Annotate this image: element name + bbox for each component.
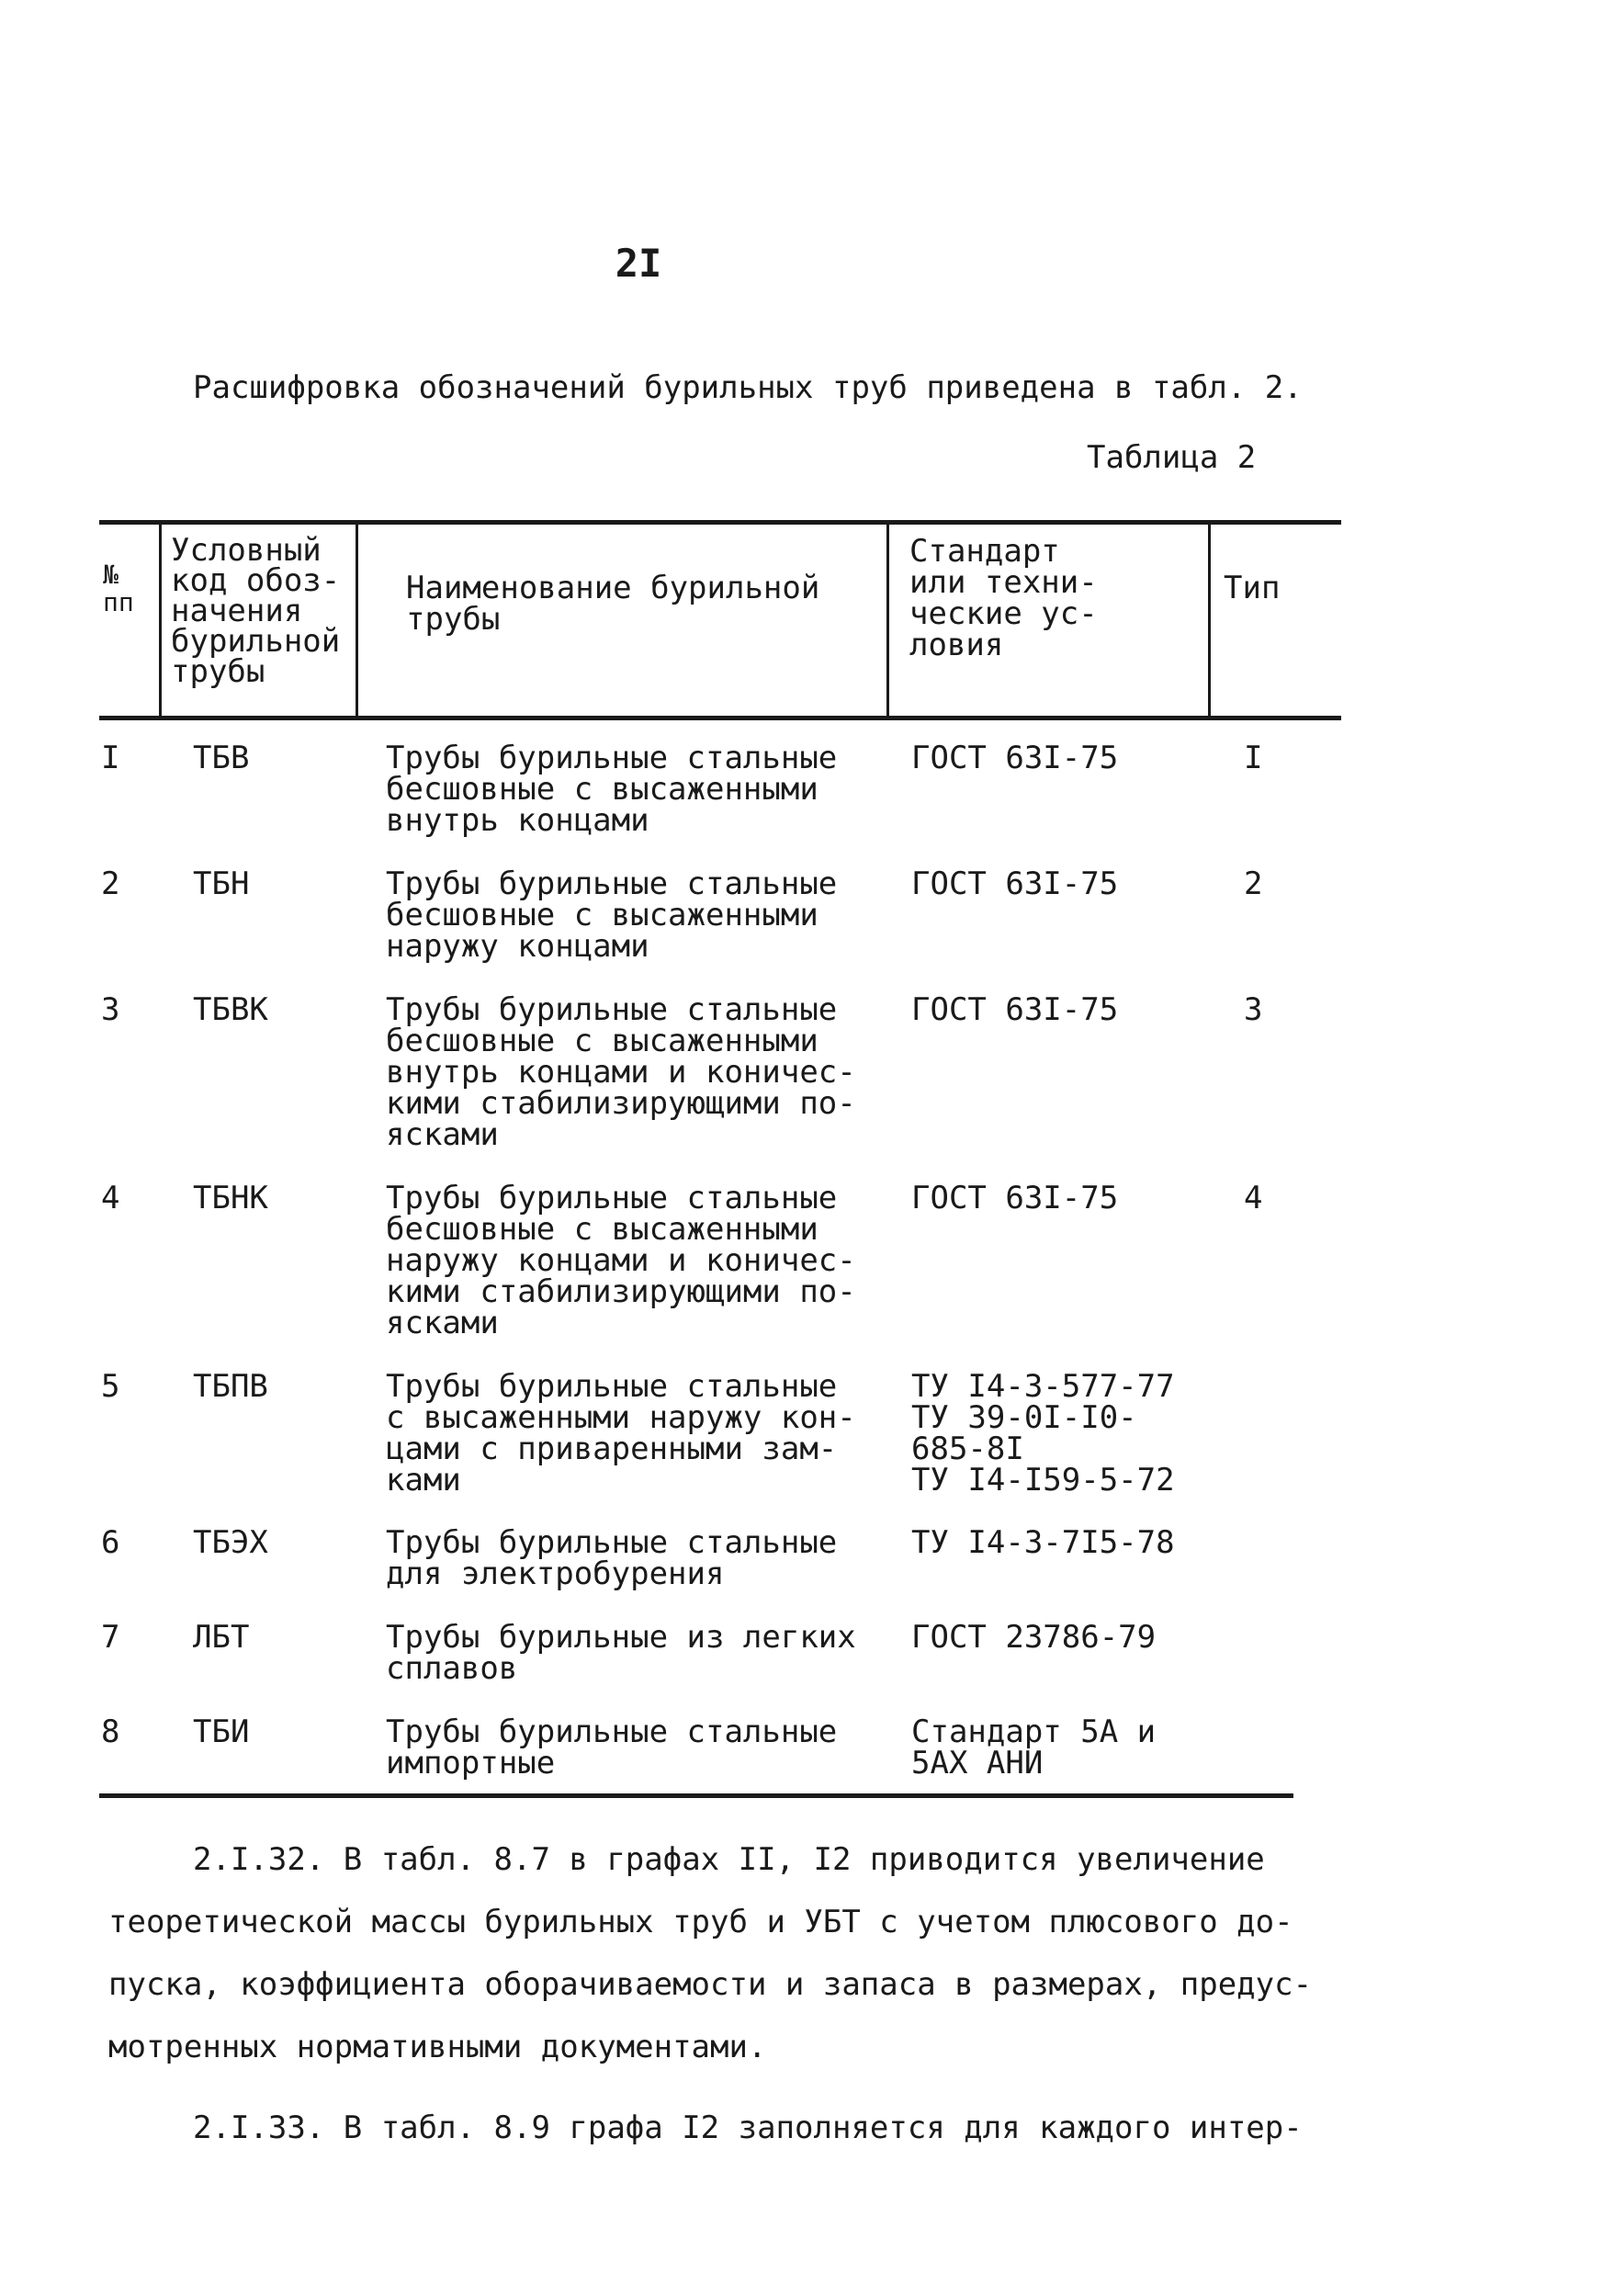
row-name: Трубы бурильные стальные бесшовные с высаженными внутрь концами — [386, 740, 838, 839]
table-header-row — [99, 520, 1341, 720]
paragraph-2-1-33 — [108, 2097, 1303, 2159]
table-row — [99, 1368, 1341, 1527]
table-row — [99, 1524, 1341, 1622]
row-number: 4 — [101, 1180, 120, 1216]
page-number: 2I — [615, 241, 662, 286]
row-number: 7 — [101, 1619, 120, 1656]
row-code: ТБЭХ — [193, 1524, 268, 1561]
row-code: ТБН — [193, 865, 250, 902]
table-row — [99, 865, 1341, 994]
row-name: Трубы бурильные из легких сплавов — [386, 1619, 856, 1687]
row-name: Трубы бурильные стальные бесшовные с высаженными наружу концами и коничес- кими стабилизирующими по- ясками — [386, 1180, 856, 1341]
paragraph-line: 2.I.32. В табл. 8.7 в графах II, I2 приводится увеличение — [193, 1841, 1265, 1878]
row-standard: ТУ I4-3-577-77 ТУ 39-0I-I0- 685-8I ТУ I4-I59-5-72 — [911, 1368, 1175, 1499]
table-caption: Таблица 2 — [1087, 439, 1257, 476]
row-code: ЛБТ — [193, 1619, 250, 1656]
row-number: 2 — [101, 865, 120, 902]
table-row — [99, 742, 1341, 868]
paragraph-line: мотренных нормативными документами. — [108, 2029, 767, 2065]
row-standard: ГОСТ 63I-75 — [911, 1180, 1119, 1216]
header-type: Тип — [1224, 570, 1281, 606]
row-standard: ГОСТ 63I-75 — [911, 740, 1119, 776]
table-body — [99, 720, 1341, 1779]
row-name: Трубы бурильные стальные импортные — [386, 1714, 838, 1781]
row-name: Трубы бурильные стальные с высаженными наружу кон- цами с приваренными зам- ками — [386, 1368, 856, 1499]
row-code: ТБИ — [193, 1714, 250, 1750]
row-name: Трубы бурильные стальные бесшовные с высаженными наружу концами — [386, 865, 838, 965]
table-row — [99, 1182, 1341, 1371]
row-code: ТБПВ — [193, 1368, 268, 1405]
header-standard: Стандарт или техни- ческие ус- ловия — [889, 525, 1211, 716]
pipe-designations-table — [99, 520, 1341, 1798]
row-code: ТБНК — [193, 1180, 268, 1216]
header-number: № пп — [99, 525, 162, 716]
row-type: 4 — [1244, 1180, 1263, 1216]
row-type: I — [1244, 740, 1263, 776]
paragraph-2-1-32 — [108, 1828, 1313, 2078]
row-type — [1211, 1371, 1341, 1527]
paragraph-line: теоретической массы бурильных труб и УБТ с учетом плюсового до- — [108, 1904, 1293, 1940]
row-type: 3 — [1244, 991, 1263, 1028]
paragraph-line: 2.I.33. В табл. 8.9 графа I2 заполняется для каждого интер- — [193, 2109, 1303, 2146]
row-type — [1211, 1622, 1341, 1716]
row-name: Трубы бурильные стальные для электробурения — [386, 1524, 838, 1592]
row-code: ТБВК — [193, 991, 268, 1028]
header-code: Условный код обоз- начения бурильной трубы — [162, 525, 358, 716]
row-type — [1211, 1527, 1341, 1622]
header-name: Наименование бурильной трубы — [358, 525, 889, 716]
row-standard: ГОСТ 63I-75 — [911, 865, 1119, 902]
row-standard: ГОСТ 23786-79 — [911, 1619, 1157, 1656]
row-code: ТБВ — [193, 740, 250, 776]
table-row — [99, 991, 1341, 1182]
row-number: 3 — [101, 991, 120, 1028]
table-row — [99, 1716, 1341, 1779]
intro-text: Расшифровка обозначений бурильных труб приведена в табл. 2. — [193, 369, 1303, 406]
table-bottom-rule — [99, 1793, 1293, 1798]
row-number: 6 — [101, 1524, 120, 1561]
row-type: 2 — [1244, 865, 1263, 902]
row-standard: Стандарт 5А и 5АХ АНИ — [911, 1714, 1157, 1781]
row-number: 5 — [101, 1368, 120, 1405]
row-standard: ТУ I4-3-7I5-78 — [911, 1524, 1175, 1561]
row-standard: ГОСТ 63I-75 — [911, 991, 1119, 1028]
row-number: I — [101, 740, 120, 776]
row-type — [1211, 1716, 1341, 1779]
row-number: 8 — [101, 1714, 120, 1750]
paragraph-line: пуска, коэффициента оборачиваемости и запаса в размерах, предус- — [108, 1966, 1313, 2003]
table-row — [99, 1619, 1341, 1716]
row-name: Трубы бурильные стальные бесшовные с высаженными внутрь концами и коничес- кими стабилизирующими по- ясками — [386, 991, 856, 1153]
